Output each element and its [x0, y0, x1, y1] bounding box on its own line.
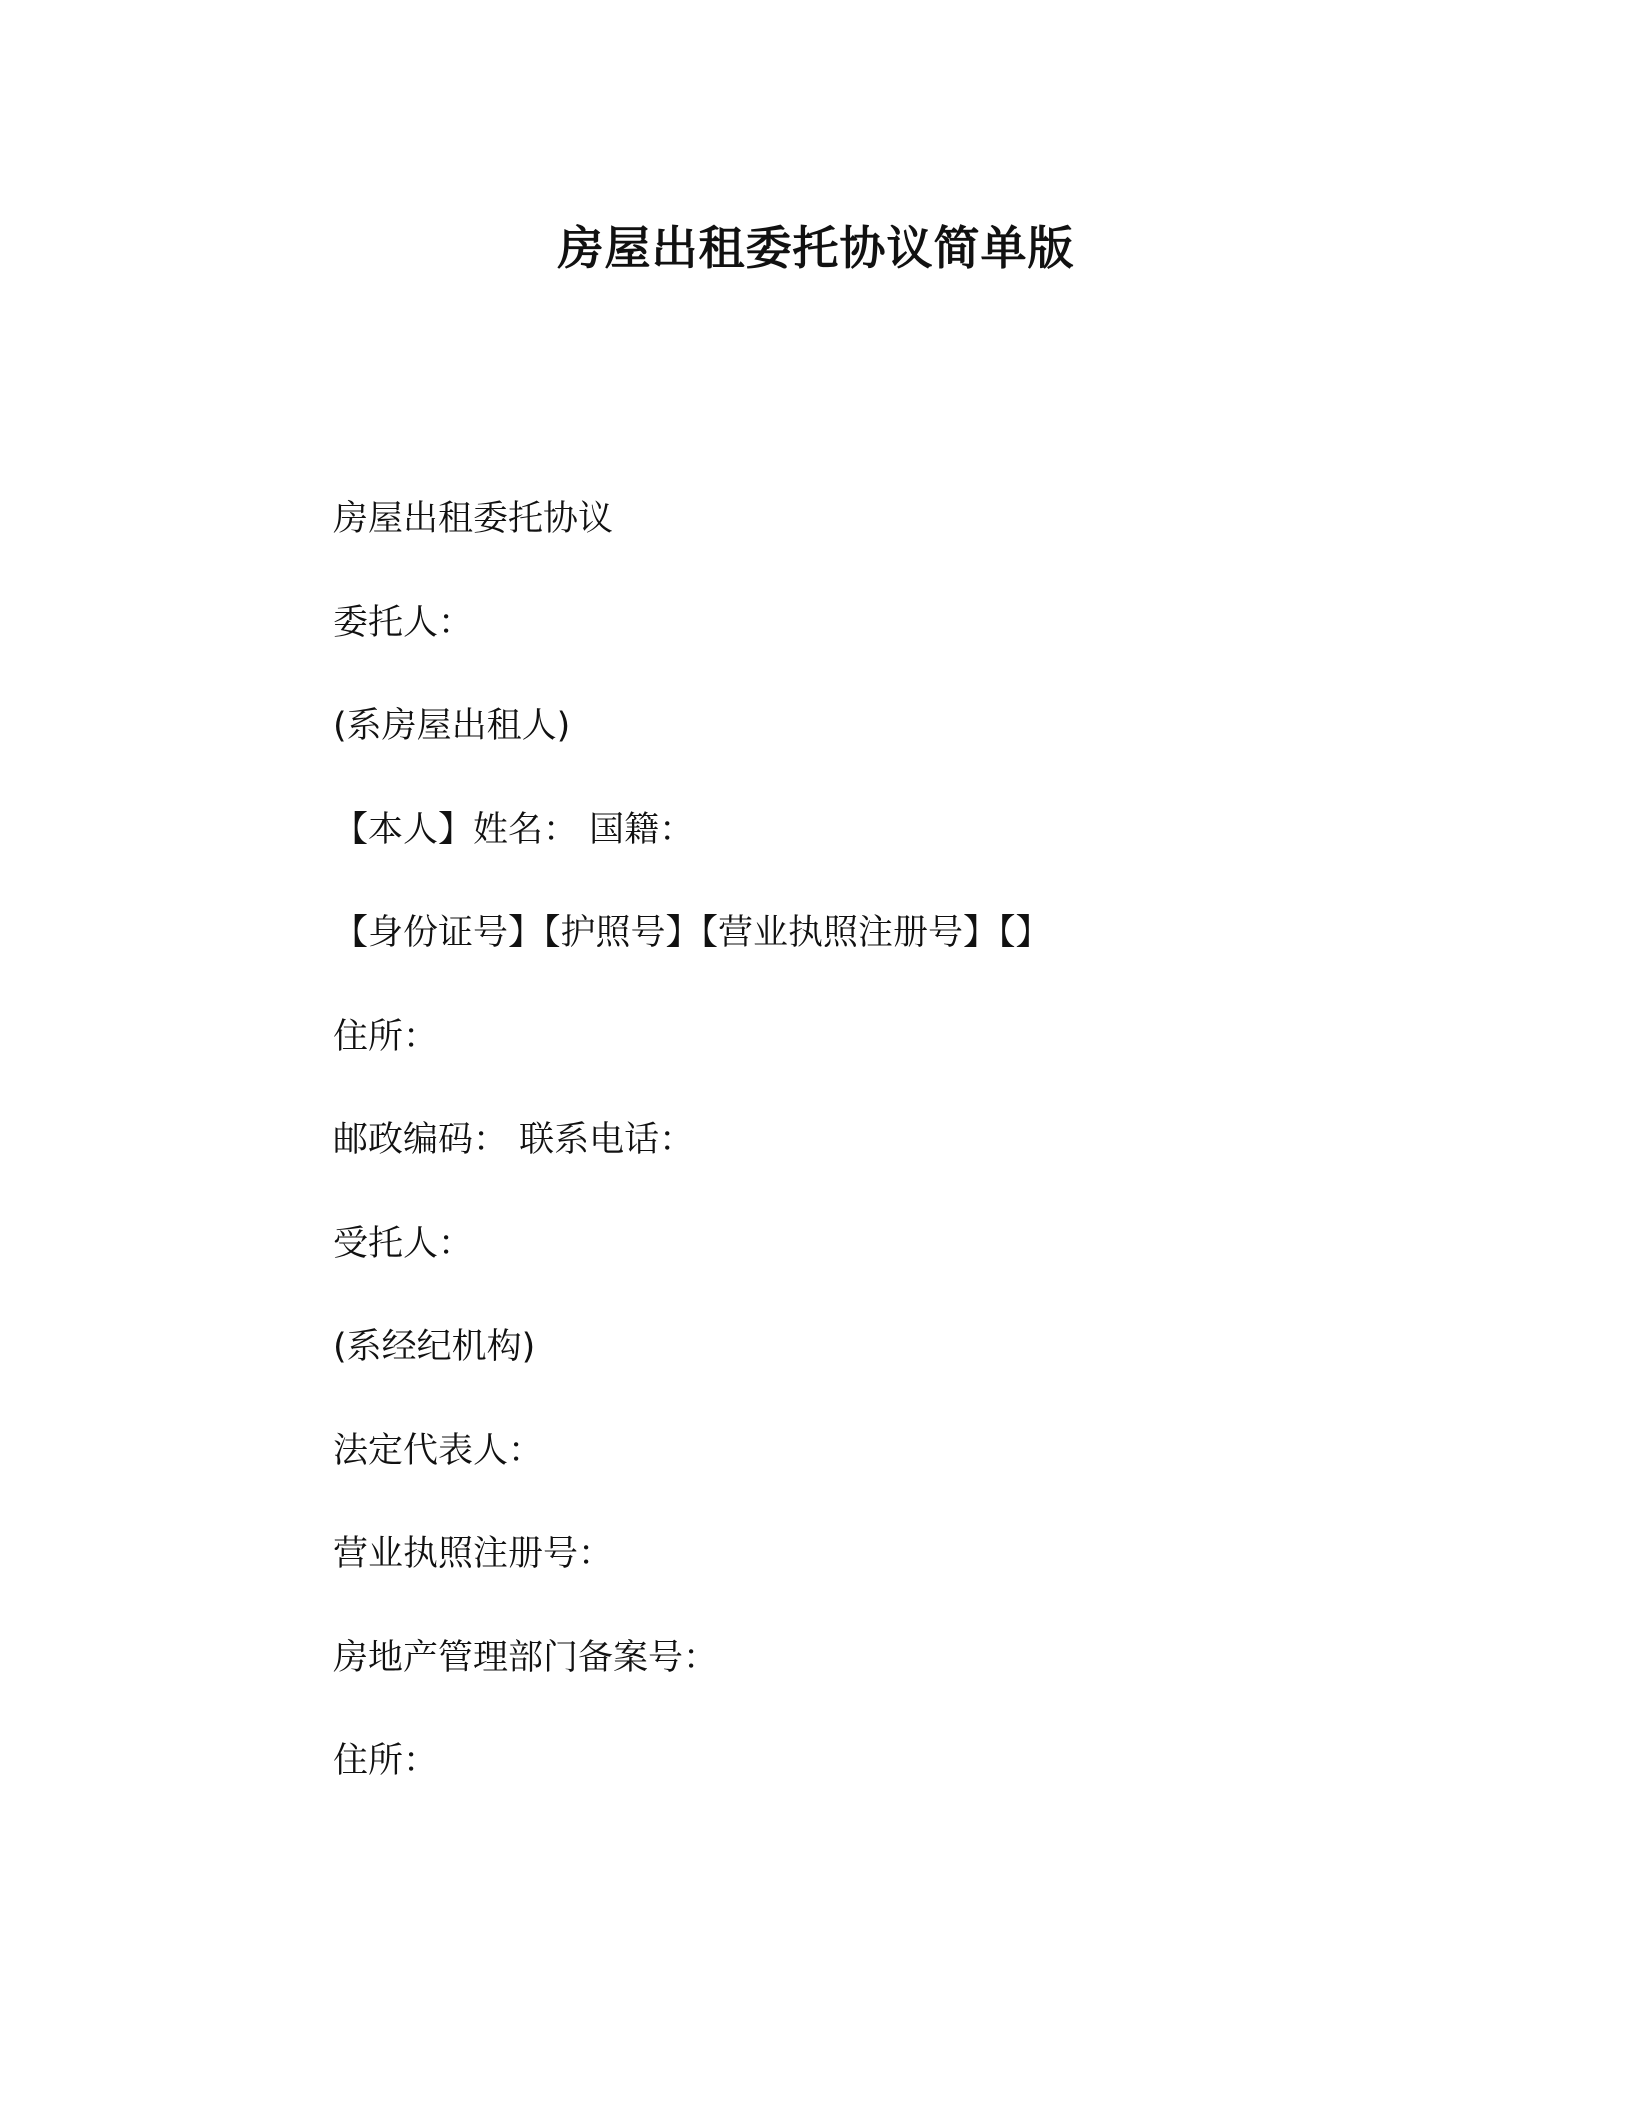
- field-business-license-number: 营业执照注册号：: [333, 1534, 614, 1574]
- field-id-types: 【身份证号】【护照号】【营业执照注册号】【】: [333, 913, 1051, 953]
- field-principal: 委托人：: [333, 602, 474, 643]
- note-principal-role: (系房屋出租人): [333, 706, 571, 746]
- field-principal-address: 住所：: [333, 1016, 439, 1057]
- field-postcode-phone: 邮政编码： 联系电话：: [333, 1120, 695, 1160]
- field-legal-representative: 法定代表人：: [333, 1430, 544, 1471]
- field-agent: 受托人：: [333, 1223, 474, 1264]
- heading-agreement-name: 房屋出租委托协议: [333, 499, 614, 539]
- field-agent-address: 住所：: [333, 1741, 439, 1781]
- field-filing-number: 房地产管理部门备案号：: [333, 1637, 719, 1678]
- field-name-nationality: 【本人】姓名： 国籍：: [333, 809, 695, 850]
- note-agent-role: (系经纪机构): [333, 1327, 536, 1367]
- document-body: [333, 494, 1333, 1840]
- document-title: 房屋出租委托协议简单版: [557, 221, 1075, 275]
